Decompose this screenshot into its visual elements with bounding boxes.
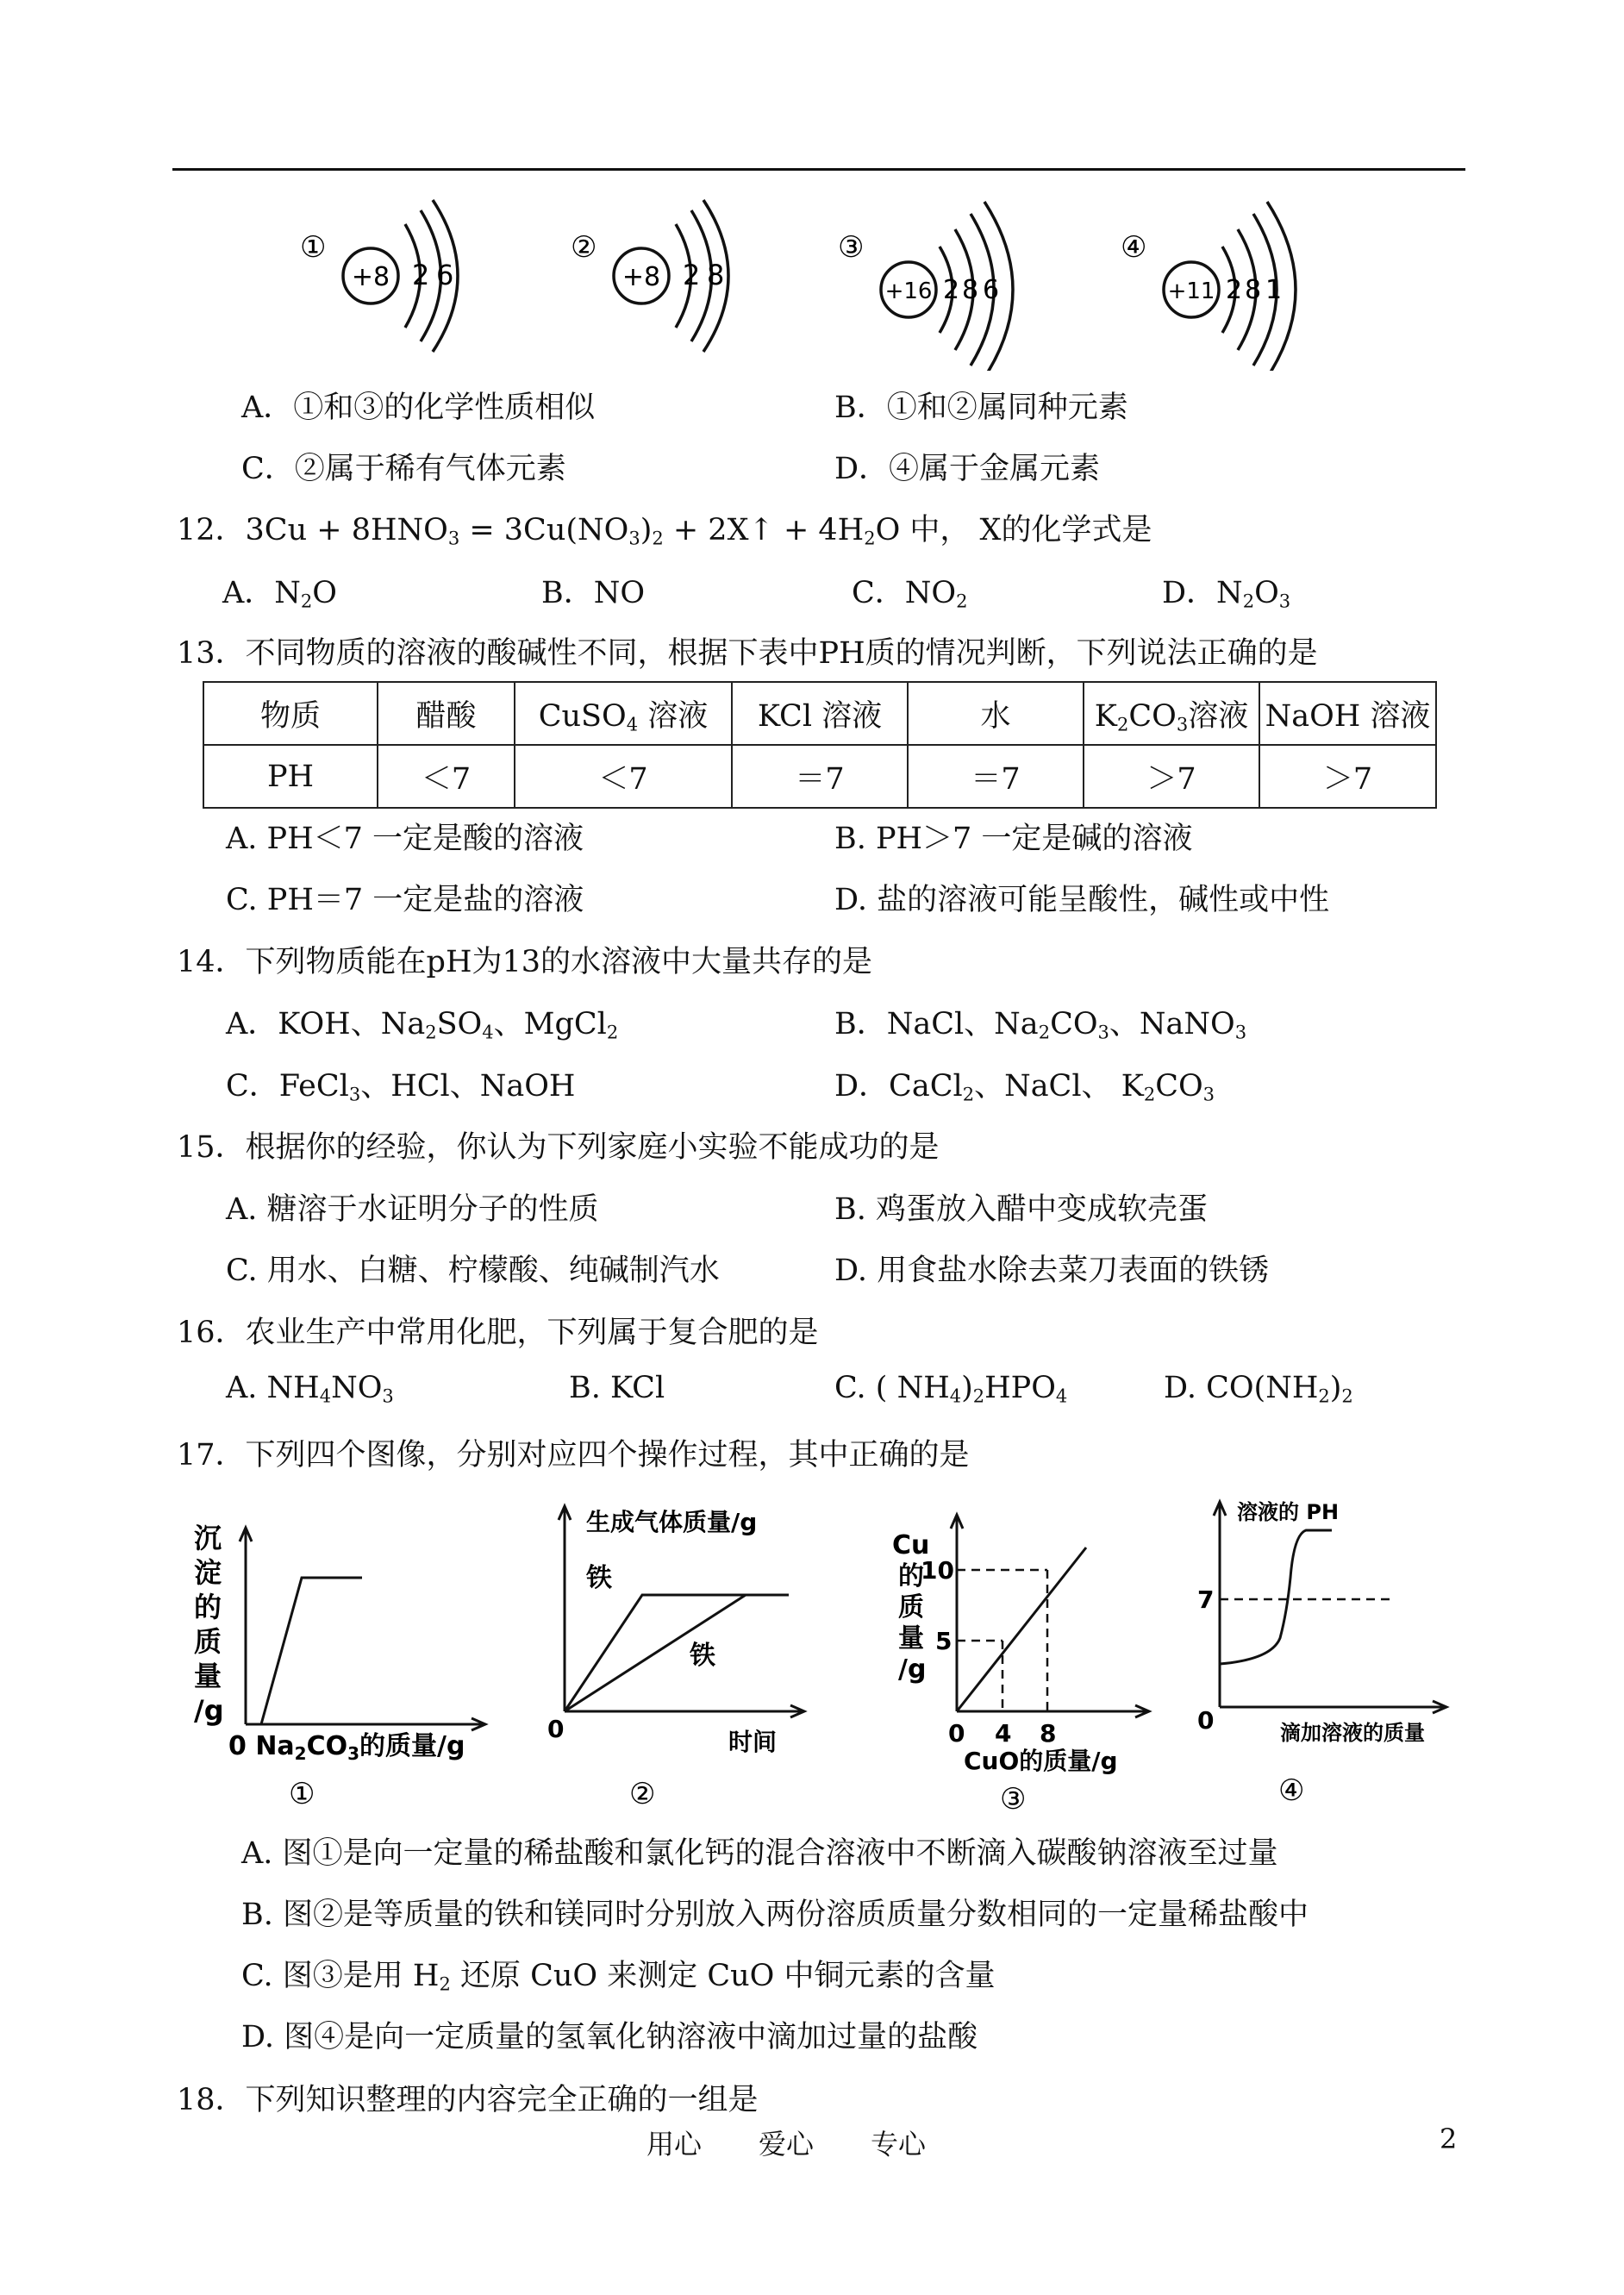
precipitate-curve bbox=[261, 1578, 362, 1724]
q16-option-a: A. $NH_4NO_3$ bbox=[226, 1371, 394, 1407]
q15-option-a: A. 糖溶于水证明分子的性质 bbox=[226, 1192, 599, 1227]
table-cell: 水 bbox=[908, 682, 1084, 745]
q12-option-c: C．$NO_2$ bbox=[852, 576, 968, 612]
x-axis-label: CuO的质量/g bbox=[964, 1747, 1118, 1775]
shell-electrons: 2 bbox=[683, 259, 701, 291]
y-axis-label-char: 质 bbox=[194, 1625, 222, 1658]
tick-label: 5 bbox=[935, 1627, 953, 1655]
table-cell: ＜7 bbox=[378, 745, 515, 808]
shell-electrons: 8 bbox=[1245, 275, 1262, 305]
graph-2 bbox=[539, 1491, 866, 1810]
tick-label: 4 bbox=[995, 1719, 1012, 1748]
y-axis-label: 生成气体质量/g bbox=[586, 1508, 758, 1536]
shell-electrons: 8 bbox=[962, 275, 979, 305]
y-axis-label-char: Cu bbox=[892, 1530, 930, 1560]
ph-table bbox=[203, 681, 1437, 809]
y-axis-label-char: 的 bbox=[898, 1561, 924, 1591]
y-axis-label: 溶液的 PH bbox=[1237, 1500, 1340, 1524]
table-cell: ＞7 bbox=[1084, 745, 1259, 808]
header-rule bbox=[172, 168, 1465, 171]
y-axis-label-char: 的 bbox=[194, 1591, 222, 1623]
shell-electrons: 1 bbox=[1265, 275, 1283, 305]
atom-diagram-1 bbox=[284, 198, 526, 371]
nucleus-charge: +16 bbox=[884, 278, 933, 304]
table-cell: ＝7 bbox=[908, 745, 1084, 808]
atom-structure-diagrams bbox=[284, 198, 1448, 371]
y-axis-label-char: 淀 bbox=[194, 1556, 222, 1589]
q14-option-c: C．FeCl$_3$、HCl、NaOH bbox=[226, 1069, 576, 1105]
origin-label: 0 bbox=[547, 1715, 565, 1743]
atom-diagram-3-svg bbox=[836, 198, 1095, 371]
table-cell: 物质 bbox=[203, 682, 378, 745]
graph-1 bbox=[185, 1491, 513, 1810]
q13-option-d: D. 盐的溶液可能呈酸性，碱性或中性 bbox=[834, 883, 1330, 917]
q11-option-b: B．①和②属同种元素 bbox=[834, 391, 1128, 425]
graph-2-svg bbox=[539, 1491, 815, 1810]
q16-option-c: C. ( $NH_4)_2HPO_4$ bbox=[834, 1371, 1068, 1407]
line-label: 铁 bbox=[690, 1641, 715, 1671]
tick-label: 10 bbox=[921, 1556, 954, 1585]
y-axis-label-char: /g bbox=[898, 1654, 927, 1685]
shell-electrons: 2 bbox=[943, 275, 960, 305]
table-cell: 醋酸 bbox=[378, 682, 515, 745]
footer-text-left: 用心 bbox=[646, 2128, 703, 2161]
atom-diagram-2-svg bbox=[569, 198, 810, 371]
q12-option-a: A．$N_2O$ bbox=[222, 576, 337, 612]
graph-number: ④ bbox=[1278, 1773, 1305, 1808]
x-axis-label: 时间 bbox=[728, 1728, 778, 1756]
nucleus-charge: +11 bbox=[1167, 278, 1215, 304]
atom-diagram-1-svg bbox=[284, 198, 526, 371]
q12-option-b: B．NO bbox=[541, 576, 646, 610]
q17-option-a: A. 图①是向一定量的稀盐酸和氯化钙的混合溶液中不断滴入碳酸钠溶液至过量 bbox=[241, 1836, 1278, 1871]
table-cell: CuSO$_4$ 溶液 bbox=[515, 682, 732, 745]
y-axis-label-char: 沉 bbox=[194, 1522, 222, 1554]
y-axis-label-char: 量 bbox=[194, 1660, 222, 1692]
atom-diagram-2 bbox=[569, 198, 810, 371]
ph-curve bbox=[1220, 1530, 1332, 1664]
graph-4 bbox=[1185, 1491, 1513, 1810]
graph-number: ① bbox=[289, 1777, 315, 1811]
q17-option-d: D. 图④是向一定质量的氢氧化钠溶液中滴加过量的盐酸 bbox=[241, 2020, 978, 2054]
y-axis-label-char: 质 bbox=[898, 1592, 924, 1623]
q17-option-c: C. 图③是用 $H_2$ 还原 CuO 来测定 CuO 中铜元素的含量 bbox=[241, 1959, 996, 1995]
graph-3 bbox=[888, 1491, 1215, 1817]
q14-option-a: A．KOH、$Na_2SO_4$、MgCl$_2$ bbox=[226, 1007, 619, 1043]
atom-diagram-4 bbox=[1121, 198, 1362, 371]
q17-stem: 17．下列四个图像，分别对应四个操作过程，其中正确的是 bbox=[177, 1438, 970, 1473]
table-cell: PH bbox=[203, 745, 378, 808]
q13-option-c: C. PH＝7 一定是盐的溶液 bbox=[226, 883, 584, 917]
q13-option-b: B. PH＞7 一定是碱的溶液 bbox=[834, 822, 1193, 856]
q15-option-c: C. 用水、白糖、柠檬酸、纯碱制汽水 bbox=[226, 1254, 720, 1288]
q12-stem: 12．$3Cu + 8HNO_3 = 3Cu(NO_3)_2$ + 2X↑ + $4H_2O$ 中， X的化学式是 bbox=[177, 513, 1152, 549]
table-header-row bbox=[203, 682, 1436, 745]
atom-label: ① bbox=[300, 230, 327, 265]
q11-option-d: D．④属于金属元素 bbox=[834, 452, 1101, 486]
atom-label: ② bbox=[571, 230, 597, 265]
q14-option-d: D．CaCl$_2$、NaCl、 $K_2CO_3$ bbox=[834, 1069, 1215, 1105]
q18-stem: 18．下列知识整理的内容完全正确的一组是 bbox=[177, 2083, 759, 2117]
atom-label: ④ bbox=[1121, 230, 1147, 265]
x-axis-label: 滴加溶液的质量 bbox=[1280, 1721, 1425, 1745]
q15-stem: 15．根据你的经验，你认为下列家庭小实验不能成功的是 bbox=[177, 1130, 940, 1165]
q16-stem: 16．农业生产中常用化肥，下列属于复合肥的是 bbox=[177, 1316, 819, 1350]
shell-electrons: 8 bbox=[707, 259, 725, 291]
table-cell: ＜7 bbox=[515, 745, 732, 808]
footer-text-mid: 爱心 bbox=[759, 2128, 815, 2161]
graph-1-svg bbox=[185, 1491, 513, 1810]
nucleus-charge: +8 bbox=[621, 262, 661, 292]
graph-number: ② bbox=[629, 1777, 656, 1811]
table-cell: NaOH 溶液 bbox=[1259, 682, 1436, 745]
y-axis-label-char: /g bbox=[194, 1694, 224, 1727]
tick-label: 8 bbox=[1040, 1719, 1057, 1748]
shell-electrons: 6 bbox=[983, 275, 1000, 305]
shell-electrons: 2 bbox=[1226, 275, 1243, 305]
line-label: 铁 bbox=[586, 1563, 612, 1593]
q14-option-b: B．NaCl、$Na_2CO_3$、NaNO$_3$ bbox=[834, 1007, 1247, 1043]
shell-electrons: 2 bbox=[412, 259, 430, 291]
tick-label: 0 bbox=[948, 1719, 965, 1748]
q16-option-d: D. $CO(NH_2)_2$ bbox=[1164, 1371, 1353, 1407]
q15-option-d: D. 用食盐水除去菜刀表面的铁锈 bbox=[834, 1254, 1270, 1288]
q13-stem: 13．不同物质的溶液的酸碱性不同，根据下表中PH质的情况判断，下列说法正确的是 bbox=[177, 636, 1318, 671]
q16-option-b: B. KCl bbox=[569, 1371, 665, 1405]
metal-line-2 bbox=[565, 1595, 746, 1711]
atom-diagram-3 bbox=[836, 198, 1077, 371]
q15-option-b: B. 鸡蛋放入醋中变成软壳蛋 bbox=[834, 1192, 1208, 1227]
q11-option-a: A．①和③的化学性质相似 bbox=[241, 391, 596, 425]
q14-stem: 14．下列物质能在pH为13的水溶液中大量共存的是 bbox=[177, 945, 873, 979]
graph-3-svg bbox=[888, 1491, 1164, 1817]
atom-label: ③ bbox=[838, 230, 865, 265]
footer-text-right: 专心 bbox=[871, 2128, 927, 2161]
origin-label: 0 bbox=[1197, 1706, 1215, 1735]
q12-option-d: D．$N_2O_3$ bbox=[1162, 576, 1291, 612]
x-axis-label: 0 $Na_2CO_3$的质量/g bbox=[228, 1731, 465, 1764]
nucleus-charge: +8 bbox=[351, 262, 390, 292]
page-number: 2 bbox=[1440, 2123, 1458, 2155]
q13-option-a: A. PH＜7 一定是酸的溶液 bbox=[226, 822, 584, 856]
shell-electrons: 6 bbox=[436, 259, 454, 291]
table-cell: KCl 溶液 bbox=[732, 682, 908, 745]
metal-line-1 bbox=[565, 1595, 789, 1711]
graph-number: ③ bbox=[1000, 1782, 1027, 1817]
cu-mass-line bbox=[957, 1548, 1086, 1711]
table-row bbox=[203, 745, 1436, 808]
table-cell: ＝7 bbox=[732, 745, 908, 808]
q11-option-c: C．②属于稀有气体元素 bbox=[241, 452, 566, 486]
graph-4-svg bbox=[1185, 1491, 1461, 1810]
tick-label: 7 bbox=[1197, 1585, 1215, 1614]
q17-option-b: B. 图②是等质量的铁和镁同时分别放入两份溶质质量分数相同的一定量稀盐酸中 bbox=[241, 1898, 1309, 1932]
table-cell: $K_2CO_3$溶液 bbox=[1084, 682, 1259, 745]
y-axis-label-char: 量 bbox=[898, 1623, 924, 1654]
table-cell: ＞7 bbox=[1259, 745, 1436, 808]
atom-diagram-4-svg bbox=[1121, 198, 1379, 371]
